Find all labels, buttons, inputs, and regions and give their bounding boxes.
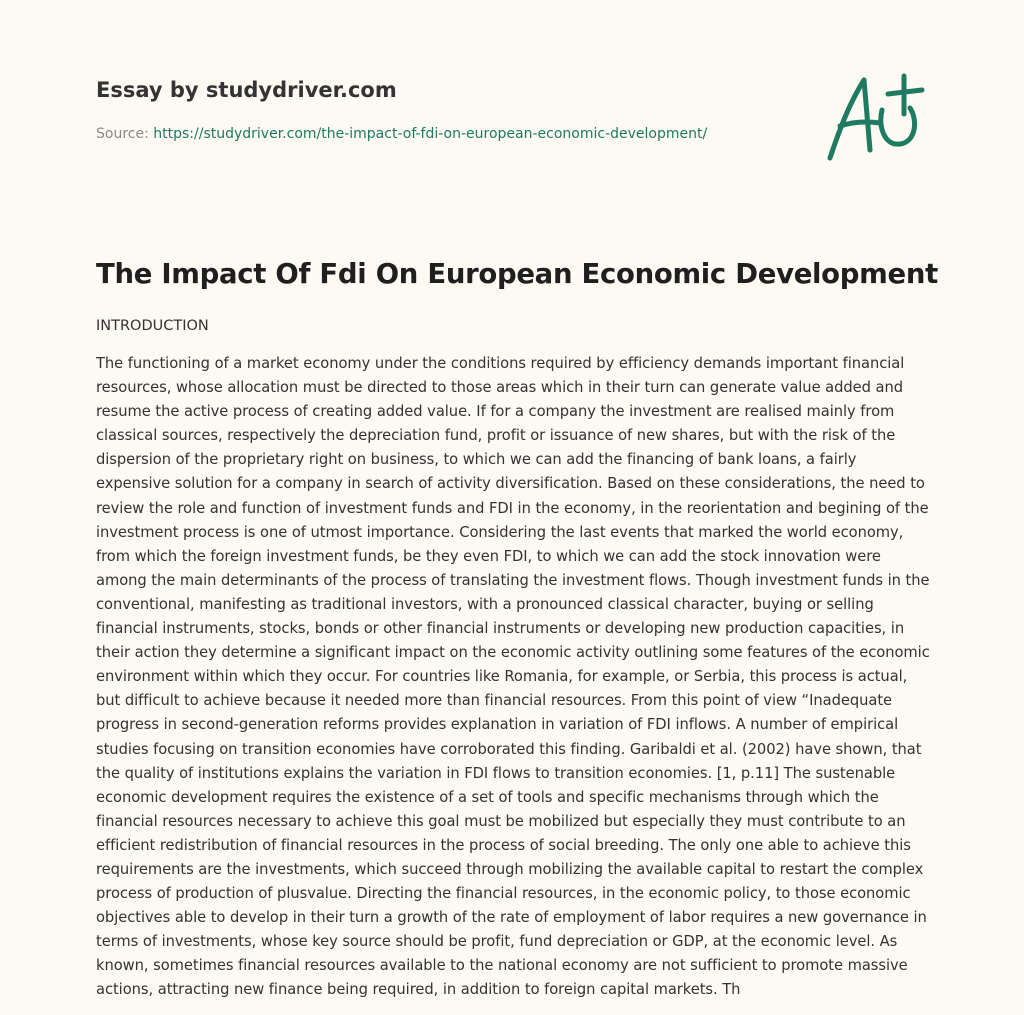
essay-title: The Impact Of Fdi On European Economic Development — [96, 258, 938, 290]
essay-body-paragraph: The functioning of a market economy under the conditions required by efficiency demands important financial resources, whose allocation must be directed to those areas which in their turn can generate value added and resume the active process of creating added value. If for a company the investment are realised mainly from classical sources, respectively the depreciation fund, profit or issuance of new shares, but with the risk of the dispersion of the proprietary right on business, to which we can add the financing of bank loans, a fairly expensive solution for a company in search of activity diversification. Based on these considerations, the need to review the role and function of investment funds and FDI in the economy, in the reorientation and begining of the investment process is one of utmost importance. Considering the last events that marked the world economy, from which the foreign investment funds, be they even FDI, to which we can add the stock innovation were among the main determinants of the process of translating the investment flows. Though investment funds in the conventional, manifesting as traditional investors, with a pronounced classical character, buying or selling financial instruments, stocks, bonds or other financial instruments or developing new production capacities, in their action they determine a significant impact on the economic activity outlining some features of the economic environment within which they occur. For countries like Romania, for example, or Serbia, this process is actual, but difficult to achieve because it needed more than financial resources. From this point of view “Inadequate progress in second-generation reforms provides explanation in variation of FDI inflows. A number of empirical studies focusing on transition economies have corroborated this finding. Garibaldi et al. (2002) have shown, that the quality of institutions explains the variation in FDI flows to transition economies. [1, p.11] The sustenable economic development requires the existence of a set of tools and specific mechanisms through which the financial resources necessary to achieve this goal must be mobilized but especially they must contribute to an efficient redistribution of financial resources in the process of social breeding. The only one able to achieve this requirements are the investments, which succeed through mobilizing the available capital to restart the complex process of production of plusvalue. Directing the financial resources, in the economic policy, to those economic objectives able to develop in their turn a growth of the rate of employment of labor requires a new governance in terms of investments, whose key source should be profit, fund depreciation or GDP, at the economic level. As known, sometimes financial resources available to the national economy are not sufficient to promote massive actions, attracting new finance being required, in addition to foreign capital markets. Th — [96, 355, 930, 999]
essay-header — [96, 74, 796, 144]
source-link[interactable]: https://studydriver.com/the-impact-of-fdi-on-european-economic-development/ — [153, 126, 708, 142]
section-heading: INTRODUCTION — [96, 318, 209, 334]
source-label: Source: — [96, 126, 149, 142]
a-plus-logo-icon — [820, 66, 930, 166]
source-line — [96, 124, 796, 144]
site-title: Essay by studydriver.com — [96, 78, 397, 102]
